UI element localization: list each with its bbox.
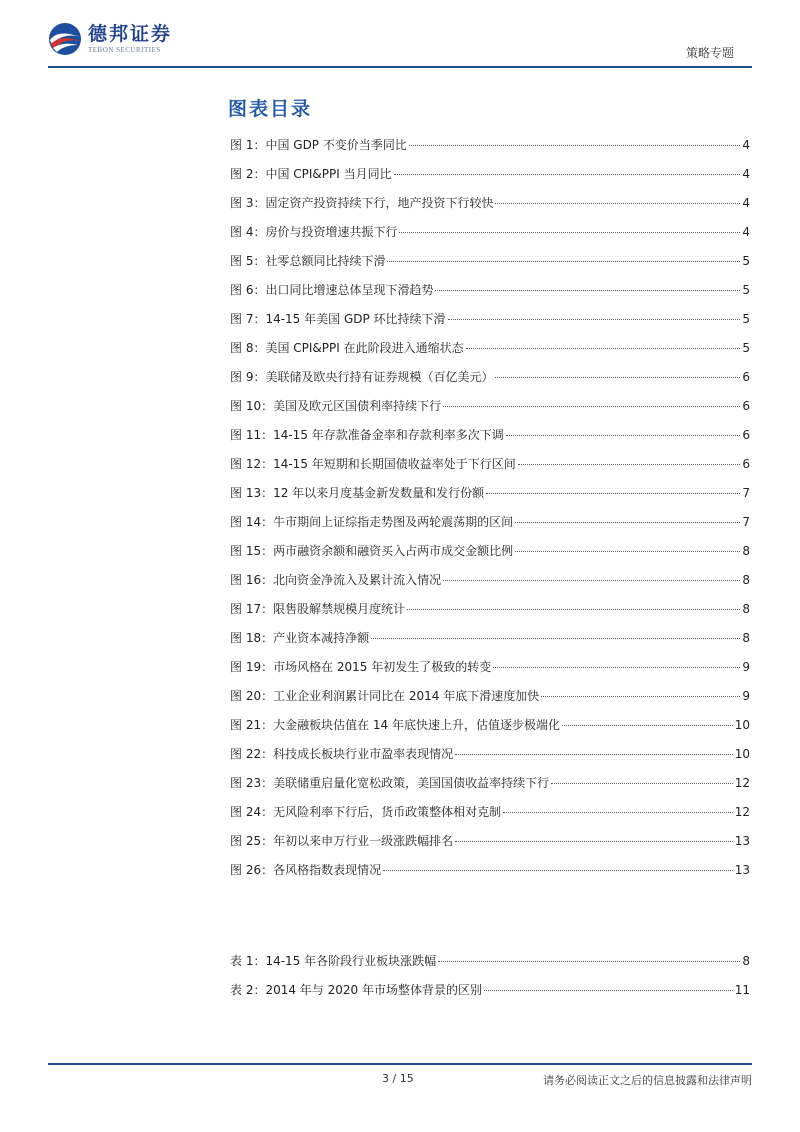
figure-entry[interactable]: [230, 776, 750, 805]
figure-entry-label: 图 4：房价与投资增速共振下行: [230, 225, 398, 239]
figure-entry-label: 图 22：科技成长板块行业市盈率表现情况: [230, 747, 454, 761]
figure-entry-label: 图 24：无风险利率下行后，货币政策整体相对克制: [230, 805, 502, 819]
figure-entry-label: 图 5：社零总额同比持续下滑: [230, 254, 386, 268]
dot-leader: [562, 725, 733, 726]
figure-entry-label: 图 18：产业资本减持净额: [230, 631, 370, 645]
figure-entry[interactable]: [230, 138, 750, 167]
figure-entry[interactable]: [230, 341, 750, 370]
figure-entry-label: 图 21：大金融板块估值在 14 年底快速上升，估值逐步极端化: [230, 718, 560, 732]
figure-entry[interactable]: [230, 399, 750, 428]
figure-entry[interactable]: [230, 805, 750, 834]
figure-entry-page: 8: [742, 573, 750, 587]
figure-entry[interactable]: [230, 196, 750, 225]
figure-entry[interactable]: [230, 254, 750, 283]
figure-entry-page: 5: [742, 283, 750, 297]
table-entry-label: 表 2：2014 年与 2020 年市场整体背景的区别: [230, 983, 482, 997]
figure-entry-page: 7: [742, 515, 750, 529]
page-indicator: 3 / 15: [382, 1072, 414, 1085]
figure-entry-page: 13: [734, 834, 750, 848]
dot-leader: [493, 667, 740, 668]
figure-entry[interactable]: [230, 834, 750, 863]
figure-entry-label: 图 3：固定资产投资持续下行，地产投资下行较快: [230, 196, 494, 210]
figure-entry-page: 12: [734, 776, 750, 790]
page-header: [0, 0, 800, 70]
figure-entry[interactable]: [230, 718, 750, 747]
footer-divider: [48, 1063, 752, 1065]
figure-entry-page: 7: [742, 486, 750, 500]
header-divider: [48, 66, 752, 68]
figure-entry-label: 图 2：中国 CPI&PPI 当月同比: [230, 167, 392, 181]
figure-entry-page: 10: [734, 718, 750, 732]
figure-entry-page: 12: [734, 805, 750, 819]
company-logo: [48, 22, 172, 56]
figure-entry-page: 9: [742, 689, 750, 703]
figure-entry-page: 8: [742, 631, 750, 645]
dot-leader: [515, 551, 740, 552]
figure-entry[interactable]: [230, 573, 750, 602]
figure-entry-label: 图 7：14-15 年美国 GDP 环比持续下滑: [230, 312, 446, 326]
dot-leader: [503, 812, 733, 813]
dot-leader: [438, 961, 740, 962]
figure-entry-label: 图 23：美联储重启量化宽松政策，美国国债收益率持续下行: [230, 776, 550, 790]
table-entry-page: 8: [742, 954, 750, 968]
figure-entry-label: 图 17：限售股解禁规模月度统计: [230, 602, 406, 616]
figure-entry-page: 13: [734, 863, 750, 877]
figure-entry-label: 图 9：美联储及欧央行持有证券规模（百亿美元）: [230, 370, 494, 384]
figure-entry-page: 8: [742, 544, 750, 558]
figure-entry[interactable]: [230, 544, 750, 573]
figure-entry-label: 图 8：美国 CPI&PPI 在此阶段进入通缩状态: [230, 341, 464, 355]
figure-entry-label: 图 12：14-15 年短期和长期国债收益率处于下行区间: [230, 457, 516, 471]
figure-entry[interactable]: [230, 167, 750, 196]
figure-entry-label: 图 1：中国 GDP 不变价当季同比: [230, 138, 407, 152]
dot-leader: [495, 377, 740, 378]
dot-leader: [371, 638, 740, 639]
dot-leader: [443, 406, 740, 407]
figure-entry-label: 图 10：美国及欧元区国债利率持续下行: [230, 399, 442, 413]
tebon-logo-icon: [48, 22, 82, 56]
figure-entry-label: 图 13：12 年以来月度基金新发数量和发行份额: [230, 486, 485, 500]
figure-entry-page: 5: [742, 312, 750, 326]
figure-entry[interactable]: [230, 660, 750, 689]
dot-leader: [387, 261, 740, 262]
figure-entry-page: 4: [742, 196, 750, 210]
figure-entry-label: 图 25：年初以来申万行业一级涨跌幅排名: [230, 834, 454, 848]
figure-entry-page: 9: [742, 660, 750, 674]
figure-entry-page: 6: [742, 370, 750, 384]
figure-entry-page: 6: [742, 399, 750, 413]
table-entry[interactable]: [230, 954, 750, 983]
toc-title: 图表目录: [228, 98, 313, 120]
logo-chinese-name: 德邦证券: [88, 23, 173, 45]
figure-entry-page: 4: [742, 225, 750, 239]
figure-entry[interactable]: [230, 689, 750, 718]
dot-leader: [484, 990, 733, 991]
dot-leader: [551, 783, 733, 784]
table-entry[interactable]: [230, 983, 750, 1012]
dot-leader: [506, 435, 741, 436]
figure-entry-label: 图 15：两市融资余额和融资买入占两市成交金额比例: [230, 544, 514, 558]
figure-entry[interactable]: [230, 863, 750, 892]
dot-leader: [383, 870, 733, 871]
dot-leader: [435, 290, 740, 291]
figure-entry-page: 5: [742, 254, 750, 268]
logo-english-name: TEBON SECURITIES: [88, 46, 161, 54]
figure-entry-page: 10: [734, 747, 750, 761]
figure-entry-label: 图 19：市场风格在 2015 年初发生了极致的转变: [230, 660, 492, 674]
dot-leader: [466, 348, 741, 349]
dot-leader: [407, 609, 740, 610]
table-entry-page: 11: [734, 983, 750, 997]
table-list: [230, 954, 750, 1012]
figure-entry-label: 图 26：各风格指数表现情况: [230, 863, 382, 877]
figure-entry[interactable]: [230, 602, 750, 631]
dot-leader: [409, 145, 741, 146]
figure-entry-label: 图 16：北向资金净流入及累计流入情况: [230, 573, 442, 587]
figure-entry[interactable]: [230, 283, 750, 312]
dot-leader: [455, 754, 733, 755]
dot-leader: [541, 696, 740, 697]
figure-entry[interactable]: [230, 631, 750, 660]
dot-leader: [399, 232, 740, 233]
figure-entry-page: 6: [742, 457, 750, 471]
figure-entry[interactable]: [230, 428, 750, 457]
dot-leader: [486, 493, 740, 494]
figure-entry[interactable]: [230, 370, 750, 399]
dot-leader: [518, 464, 741, 465]
figure-entry-page: 6: [742, 428, 750, 442]
figure-entry[interactable]: [230, 457, 750, 486]
dot-leader: [515, 522, 740, 523]
figure-entry-label: 图 20：工业企业利润累计同比在 2014 年底下滑速度加快: [230, 689, 540, 703]
figure-list: [230, 138, 750, 892]
figure-entry[interactable]: [230, 225, 750, 254]
report-section-label: 策略专题: [685, 46, 734, 60]
figure-entry-label: 图 14：牛市期间上证综指走势图及两轮震荡期的区间: [230, 515, 514, 529]
disclaimer-note: 请务必阅读正文之后的信息披露和法律声明: [543, 1074, 752, 1087]
figure-entry[interactable]: [230, 486, 750, 515]
table-entry-label: 表 1：14-15 年各阶段行业板块涨跌幅: [230, 954, 437, 968]
dot-leader: [455, 841, 733, 842]
figure-entry-page: 5: [742, 341, 750, 355]
figure-entry-page: 4: [742, 167, 750, 181]
figure-entry-label: 图 6：出口同比增速总体呈现下滑趋势: [230, 283, 434, 297]
figure-entry-page: 4: [742, 138, 750, 152]
figure-entry[interactable]: [230, 515, 750, 544]
figure-entry-label: 图 11：14-15 年存款准备金率和存款利率多次下调: [230, 428, 504, 442]
dot-leader: [448, 319, 741, 320]
dot-leader: [443, 580, 740, 581]
dot-leader: [495, 203, 740, 204]
figure-entry[interactable]: [230, 747, 750, 776]
figure-entry[interactable]: [230, 312, 750, 341]
figure-entry-page: 8: [742, 602, 750, 616]
dot-leader: [394, 174, 741, 175]
